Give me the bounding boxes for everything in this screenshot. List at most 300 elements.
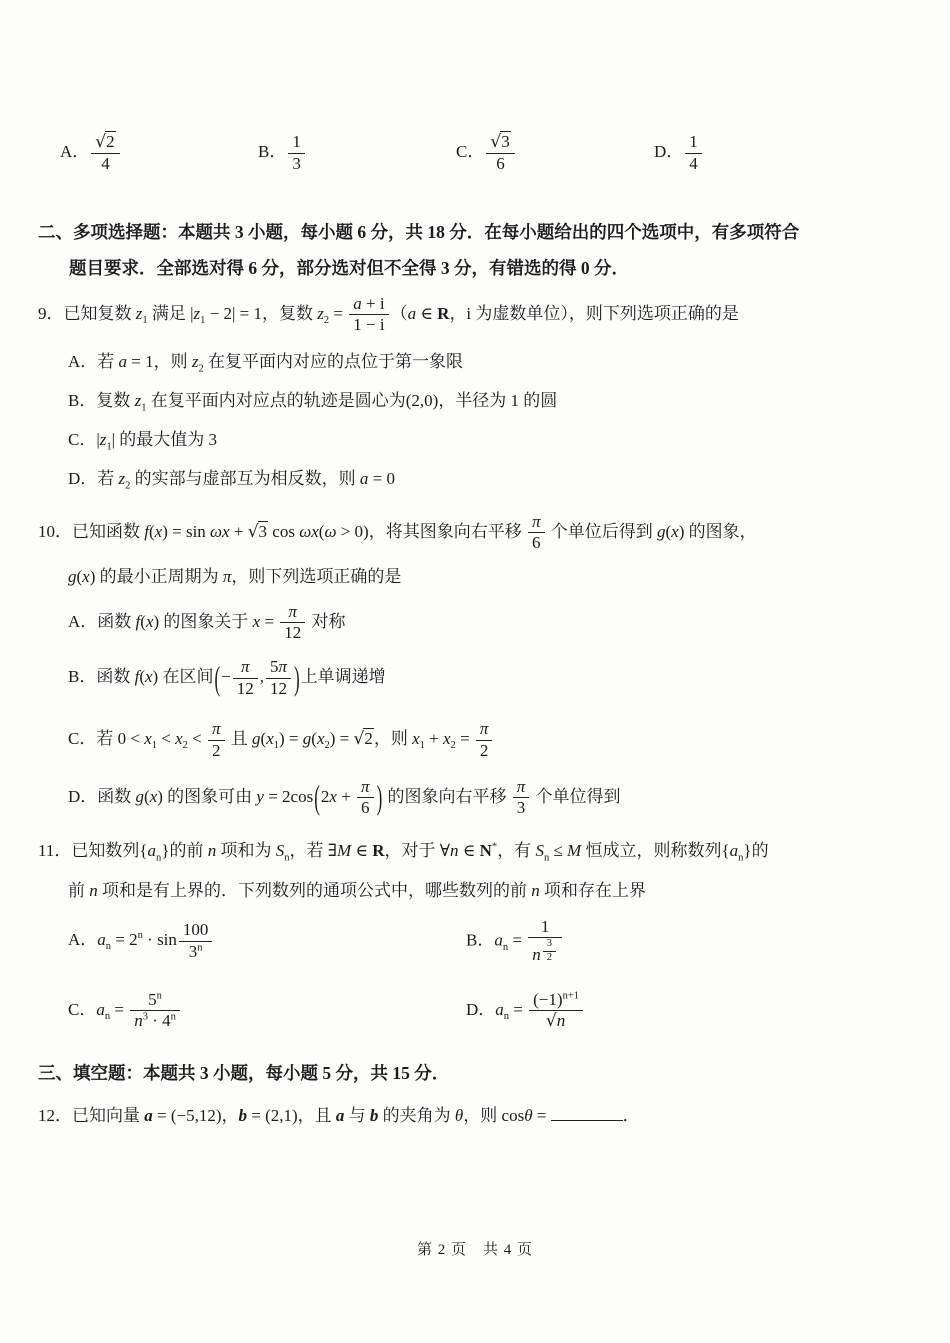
subscript: 1 bbox=[200, 315, 206, 327]
numerator bbox=[476, 719, 493, 739]
subscript: 1 bbox=[151, 740, 157, 752]
math-var: f bbox=[134, 667, 140, 687]
math-var: z bbox=[99, 429, 107, 449]
text-run: 12．已知向量 bbox=[38, 1106, 145, 1126]
superscript: * bbox=[491, 841, 498, 853]
math-var: a bbox=[118, 351, 128, 371]
subscript: n bbox=[105, 941, 112, 953]
math-var: x bbox=[443, 728, 451, 748]
denominator bbox=[280, 622, 305, 643]
subscript: n bbox=[104, 1010, 111, 1022]
denominator bbox=[513, 797, 530, 818]
math-var: ωx bbox=[299, 521, 319, 541]
text-run: ，i 为虚数单位），则下列选项正确的是 bbox=[449, 303, 739, 323]
question-11-option-c bbox=[68, 990, 466, 1032]
math-var: a bbox=[97, 930, 106, 950]
numerator bbox=[266, 657, 291, 677]
subscript: 1 bbox=[142, 315, 148, 327]
text-run: ，则 cos bbox=[463, 1106, 525, 1126]
text-run: 1 bbox=[540, 916, 550, 936]
numerator bbox=[280, 602, 305, 622]
text-run: = (−5,12)， bbox=[152, 1106, 239, 1126]
text-run: , bbox=[259, 667, 264, 687]
math-var: n bbox=[450, 840, 459, 860]
denominator bbox=[130, 1010, 180, 1031]
section-3-header-line1: 三、填空题：本题共 3 小题，每小题 5 分，共 15 分． bbox=[38, 1063, 450, 1084]
text-run: D． bbox=[654, 141, 684, 161]
text-run: − 2| = 1，复数 bbox=[205, 303, 318, 323]
text-run: 的夹角为 bbox=[378, 1106, 455, 1126]
math-var: x bbox=[671, 521, 679, 541]
subscript: 1 bbox=[106, 441, 112, 453]
text-run: 6 bbox=[531, 533, 541, 553]
question-10-option-d bbox=[38, 777, 920, 819]
fraction bbox=[529, 990, 583, 1032]
vector-var: a bbox=[144, 1106, 153, 1126]
text-run: | bbox=[190, 303, 194, 323]
text-run: C．若 0 < bbox=[68, 728, 145, 748]
sqrt-radical bbox=[95, 132, 115, 152]
text-run: 的图象向右平移 bbox=[383, 786, 511, 806]
math-var: n bbox=[556, 1011, 566, 1031]
text-run: 前 bbox=[68, 880, 90, 900]
subscript: n bbox=[284, 852, 290, 864]
sqrt-argument bbox=[258, 521, 269, 541]
denominator bbox=[288, 153, 305, 174]
math-var: x bbox=[145, 611, 154, 631]
text-run: 4 bbox=[689, 153, 698, 173]
text-run: = bbox=[509, 999, 528, 1019]
vector-var: a bbox=[335, 1106, 345, 1126]
subscript: 2 bbox=[198, 363, 204, 375]
text-run: B． bbox=[258, 141, 287, 161]
text-run: 2 bbox=[106, 132, 115, 152]
text-run: 5 bbox=[148, 989, 157, 1009]
math-var: z bbox=[193, 303, 201, 323]
math-var: x bbox=[412, 728, 420, 748]
denominator bbox=[543, 951, 556, 965]
math-var: a bbox=[359, 468, 369, 488]
text-run: ) = bbox=[329, 728, 354, 748]
text-run: 的前 bbox=[169, 840, 208, 860]
subscript: 2 bbox=[450, 740, 456, 752]
math-var: π bbox=[222, 566, 232, 586]
text-run: = bbox=[329, 303, 348, 323]
page-content bbox=[38, 0, 920, 1131]
math-var: x bbox=[82, 566, 90, 586]
math-var: θ bbox=[524, 1106, 533, 1126]
denominator bbox=[357, 797, 374, 818]
math-var: g bbox=[68, 566, 77, 586]
question-11-option-a bbox=[68, 920, 466, 962]
math-var: x bbox=[144, 728, 152, 748]
math-var: x bbox=[145, 667, 153, 687]
question-11-option-d bbox=[466, 990, 920, 1032]
math-var: a bbox=[147, 840, 157, 860]
superscript: n bbox=[197, 942, 203, 954]
question-9-option-c bbox=[38, 427, 920, 453]
text-run: ≤ bbox=[549, 840, 568, 860]
math-var: x bbox=[154, 521, 163, 541]
section-2-header-line1: 二、多项选择题：本题共 3 小题，每小题 6 分，共 18 分．在每小题给出的四个选项中，有多项符合 bbox=[38, 222, 800, 242]
text-run: ，若 ∃ bbox=[289, 840, 337, 860]
fraction bbox=[288, 132, 305, 174]
question-8-options-row bbox=[38, 118, 920, 188]
denominator bbox=[233, 678, 258, 699]
text-run: 1 bbox=[689, 132, 698, 152]
text-run: ． bbox=[622, 1106, 640, 1126]
question-9-option-b bbox=[38, 388, 920, 414]
numerator bbox=[528, 917, 562, 937]
text-run: 与 bbox=[344, 1106, 370, 1126]
question-10-option-b bbox=[38, 657, 920, 699]
math-var: g bbox=[657, 521, 666, 541]
math-var: x bbox=[266, 728, 274, 748]
subscript: 1 bbox=[141, 402, 147, 414]
sqrt-argument bbox=[500, 131, 511, 151]
text-run: D． bbox=[466, 999, 496, 1019]
numerator bbox=[233, 657, 258, 677]
sqrt-radical bbox=[546, 1011, 566, 1031]
big-paren: ( bbox=[314, 778, 320, 817]
text-run: 3 bbox=[188, 941, 198, 961]
text-run: 12 bbox=[284, 622, 302, 642]
text-run: B．函数 bbox=[68, 667, 135, 687]
text-run: 项和存在上界 bbox=[539, 880, 646, 900]
text-run: 项和为 bbox=[216, 840, 276, 860]
text-run: } bbox=[743, 840, 752, 860]
text-run: C． bbox=[456, 141, 485, 161]
text-run: 3 bbox=[292, 153, 301, 173]
text-run: < bbox=[157, 728, 176, 748]
math-var: n bbox=[134, 1011, 143, 1031]
math-var: ω bbox=[324, 521, 337, 541]
text-run: ) 的图象， bbox=[678, 521, 757, 541]
fraction bbox=[266, 657, 291, 699]
math-var: π bbox=[479, 719, 489, 739]
math-var: a bbox=[495, 999, 504, 1019]
text-run: A． bbox=[68, 930, 98, 950]
text-run: 的实部与虚部互为相反数，则 bbox=[130, 468, 360, 488]
math-var: π bbox=[240, 657, 250, 677]
subscript: 2 bbox=[182, 740, 188, 752]
text-run: = bbox=[110, 999, 129, 1019]
text-run: = 2 bbox=[111, 930, 138, 950]
denominator bbox=[528, 532, 545, 553]
numerator bbox=[179, 920, 213, 940]
math-var: a bbox=[407, 303, 417, 323]
text-run: A．函数 bbox=[68, 611, 136, 631]
math-var: x bbox=[252, 611, 261, 631]
fraction bbox=[179, 920, 213, 962]
text-run: C． bbox=[68, 999, 97, 1019]
text-run: 6 bbox=[496, 153, 505, 173]
fraction bbox=[91, 132, 119, 174]
text-run: = bbox=[532, 1106, 551, 1126]
text-run: ) = sin bbox=[162, 521, 211, 541]
question-8-option-b bbox=[258, 132, 456, 174]
math-var: π bbox=[288, 601, 298, 621]
text-run: ∈ bbox=[351, 840, 373, 860]
text-run: cos bbox=[268, 521, 300, 541]
math-var: n bbox=[532, 945, 541, 965]
text-run: ，则下列选项正确的是 bbox=[231, 566, 402, 586]
question-9-stem bbox=[38, 294, 920, 336]
denominator bbox=[529, 1010, 583, 1031]
text-run: = 1，则 bbox=[127, 351, 192, 371]
math-var: g bbox=[252, 728, 261, 748]
text-run: 3 bbox=[258, 521, 268, 541]
text-run: 1 bbox=[292, 132, 301, 152]
denominator bbox=[528, 937, 562, 966]
text-run: 6 bbox=[361, 798, 370, 818]
text-run: 3 bbox=[546, 938, 552, 950]
text-run: ，有 bbox=[497, 840, 536, 860]
text-run: = 2cos bbox=[263, 786, 314, 806]
text-run: = 0 bbox=[368, 468, 396, 488]
text-run: 上单调递增 bbox=[300, 667, 386, 687]
sqrt-radical bbox=[248, 522, 268, 542]
math-var: x bbox=[149, 786, 158, 806]
text-run: ) = bbox=[279, 728, 303, 748]
text-run: （ bbox=[390, 303, 408, 323]
subscript: n bbox=[543, 852, 550, 864]
math-var: f bbox=[144, 521, 149, 541]
text-run: ( bbox=[260, 728, 267, 748]
fraction bbox=[233, 657, 258, 699]
text-run: | bbox=[96, 429, 100, 449]
text-run: = bbox=[508, 930, 527, 950]
text-run: − bbox=[221, 667, 231, 687]
denominator bbox=[476, 740, 493, 761]
math-var: a bbox=[96, 999, 105, 1019]
denominator bbox=[685, 153, 702, 174]
text-run: + bbox=[424, 728, 443, 748]
denominator bbox=[266, 678, 291, 699]
fraction bbox=[528, 512, 545, 554]
subscript: 1 bbox=[273, 740, 280, 752]
subscript: 1 bbox=[419, 740, 425, 752]
math-var: π bbox=[516, 776, 526, 796]
text-run: ，半径为 1 的圆 bbox=[438, 390, 558, 410]
math-var: x bbox=[329, 786, 337, 806]
question-9-option-a bbox=[38, 349, 920, 375]
math-var: z bbox=[191, 351, 199, 371]
text-run: 5 bbox=[269, 657, 279, 677]
subscript: n bbox=[503, 1010, 510, 1022]
text-run: ( bbox=[140, 611, 146, 631]
superscript: n bbox=[156, 990, 162, 1002]
big-paren: ) bbox=[294, 659, 300, 698]
fraction bbox=[513, 777, 530, 819]
text-run: 恒成立，则称数列 bbox=[581, 840, 722, 860]
text-run: } bbox=[161, 840, 170, 860]
math-var: x bbox=[175, 728, 183, 748]
math-var: ωx bbox=[210, 521, 230, 541]
sqrt-argument bbox=[363, 728, 374, 748]
text-run: = (2,1)，且 bbox=[247, 1106, 336, 1126]
fraction bbox=[685, 132, 702, 174]
math-var: π bbox=[531, 511, 541, 531]
math-var: n bbox=[89, 880, 98, 900]
question-8-option-d bbox=[654, 132, 852, 174]
subscript: n bbox=[156, 852, 162, 864]
denominator bbox=[208, 740, 225, 761]
text-run: | 的最大值为 3 bbox=[111, 429, 218, 449]
numerator bbox=[685, 132, 702, 152]
denominator bbox=[179, 941, 213, 962]
subscript: 2 bbox=[323, 315, 330, 327]
question-12-stem bbox=[38, 1101, 920, 1131]
text-run: (−1) bbox=[533, 989, 563, 1009]
numerator bbox=[288, 132, 305, 152]
text-run: ( bbox=[139, 667, 145, 687]
fraction bbox=[349, 294, 388, 336]
math-var: π bbox=[361, 776, 370, 796]
text-run: ∈ bbox=[458, 840, 480, 860]
math-var: z bbox=[135, 303, 143, 323]
numerator bbox=[543, 938, 556, 951]
question-11-option-b bbox=[466, 917, 920, 966]
question-11-stem-line2 bbox=[38, 877, 920, 905]
text-run: 12 bbox=[270, 678, 287, 698]
subscript: n bbox=[738, 852, 744, 864]
numerator bbox=[513, 777, 530, 797]
big-paren: ) bbox=[376, 778, 383, 817]
math-var: y bbox=[256, 786, 264, 806]
superscript bbox=[541, 938, 558, 963]
section-3-header bbox=[38, 1055, 920, 1091]
math-var: z bbox=[134, 390, 142, 410]
numerator bbox=[349, 294, 388, 314]
numerator bbox=[528, 512, 545, 532]
math-set-symbol: N bbox=[479, 840, 492, 860]
math-var: a bbox=[494, 930, 503, 950]
numerator bbox=[486, 132, 514, 152]
text-run: 2 bbox=[479, 740, 489, 760]
denominator bbox=[486, 153, 514, 174]
text-run: ( bbox=[318, 521, 325, 541]
page-footer: 第 2 页 共 4 页 bbox=[416, 1242, 533, 1258]
text-run: 2 bbox=[212, 740, 221, 760]
text-run: ) 的图象可由 bbox=[157, 786, 257, 806]
denominator bbox=[349, 314, 388, 335]
math-var: n bbox=[531, 880, 540, 900]
text-run: 9．已知复数 bbox=[38, 303, 136, 323]
text-run: 100 bbox=[182, 920, 209, 940]
text-run: ) 在区间 bbox=[152, 667, 214, 687]
text-run: 2 bbox=[320, 786, 330, 806]
text-run: ，对于 ∀ bbox=[384, 840, 451, 860]
text-run: · sin bbox=[142, 930, 177, 950]
text-run: 对称 bbox=[307, 611, 346, 631]
text-run: = bbox=[260, 611, 279, 631]
text-run: · 4 bbox=[147, 1011, 171, 1031]
text-run: 的 bbox=[751, 840, 769, 860]
text-run: 个单位后得到 bbox=[546, 521, 657, 541]
superscript: n bbox=[170, 1011, 176, 1023]
question-10-option-a bbox=[38, 602, 920, 644]
subscript: 2 bbox=[125, 480, 131, 492]
fraction bbox=[130, 990, 180, 1032]
text-run: (2,0) bbox=[405, 390, 439, 410]
math-var: z bbox=[118, 468, 126, 488]
numerator bbox=[130, 990, 180, 1010]
math-var: a bbox=[729, 840, 739, 860]
text-run: 11．已知数列 bbox=[38, 840, 140, 860]
numerator bbox=[208, 719, 225, 739]
text-run: 2 bbox=[364, 728, 373, 748]
math-var: π bbox=[212, 719, 221, 739]
math-var: f bbox=[135, 611, 141, 631]
text-run: { bbox=[139, 840, 148, 860]
text-run: > 0)，将其图象向右平移 bbox=[336, 521, 526, 541]
math-var: z bbox=[317, 303, 324, 323]
math-var: M bbox=[567, 840, 582, 860]
text-run: B． bbox=[466, 930, 495, 950]
text-run: ) 的最小正周期为 bbox=[89, 566, 223, 586]
text-run: 且 bbox=[226, 728, 253, 748]
fraction bbox=[280, 602, 305, 644]
text-run: 3 bbox=[516, 798, 526, 818]
text-run: ) 的图象关于 bbox=[153, 611, 253, 631]
fraction bbox=[543, 938, 556, 964]
text-run: ( bbox=[311, 728, 317, 748]
numerator bbox=[357, 777, 374, 797]
fraction bbox=[208, 719, 225, 761]
section-2-header bbox=[38, 214, 920, 286]
sqrt-radical bbox=[354, 729, 374, 749]
sqrt-argument bbox=[105, 131, 116, 151]
sqrt-radical bbox=[490, 132, 510, 152]
text-run: 1 − i bbox=[353, 315, 385, 335]
math-var: g bbox=[302, 728, 312, 748]
math-var: M bbox=[336, 840, 352, 860]
math-var: a bbox=[353, 294, 362, 313]
text-run: 在复平面内对应点的轨迹是圆心为 bbox=[146, 390, 406, 410]
fraction bbox=[486, 132, 514, 174]
vector-var: b bbox=[369, 1106, 379, 1126]
subscript: 2 bbox=[324, 740, 330, 752]
text-run: C． bbox=[68, 429, 97, 449]
text-run: 个单位得到 bbox=[531, 786, 621, 806]
text-run: ( bbox=[76, 566, 83, 586]
text-run: ( bbox=[665, 521, 672, 541]
text-run: { bbox=[721, 840, 730, 860]
answer-blank bbox=[551, 1103, 623, 1122]
text-run: 3 bbox=[501, 132, 510, 152]
subscript: n bbox=[502, 941, 509, 953]
text-run: B．复数 bbox=[68, 390, 135, 410]
text-run: A．若 bbox=[68, 351, 119, 371]
question-9-option-d bbox=[38, 466, 920, 492]
text-run: ( bbox=[144, 786, 150, 806]
text-run: + i bbox=[361, 294, 385, 313]
math-var: π bbox=[278, 657, 288, 677]
question-10-stem-line2 bbox=[38, 564, 920, 590]
text-run: 项和是有上界的．下列数列的通项公式中，哪些数列的前 bbox=[97, 880, 532, 900]
text-run: 2 bbox=[546, 951, 552, 963]
superscript: n+1 bbox=[562, 990, 580, 1002]
text-run: 10．已知函数 bbox=[38, 521, 145, 541]
math-var: n bbox=[207, 840, 217, 860]
math-var: S bbox=[535, 840, 544, 860]
text-run: D．若 bbox=[68, 468, 119, 488]
text-run: A． bbox=[60, 141, 90, 161]
text-run: ( bbox=[148, 521, 155, 541]
text-run: ∈ bbox=[416, 303, 438, 323]
text-run: ，则 bbox=[373, 728, 413, 748]
